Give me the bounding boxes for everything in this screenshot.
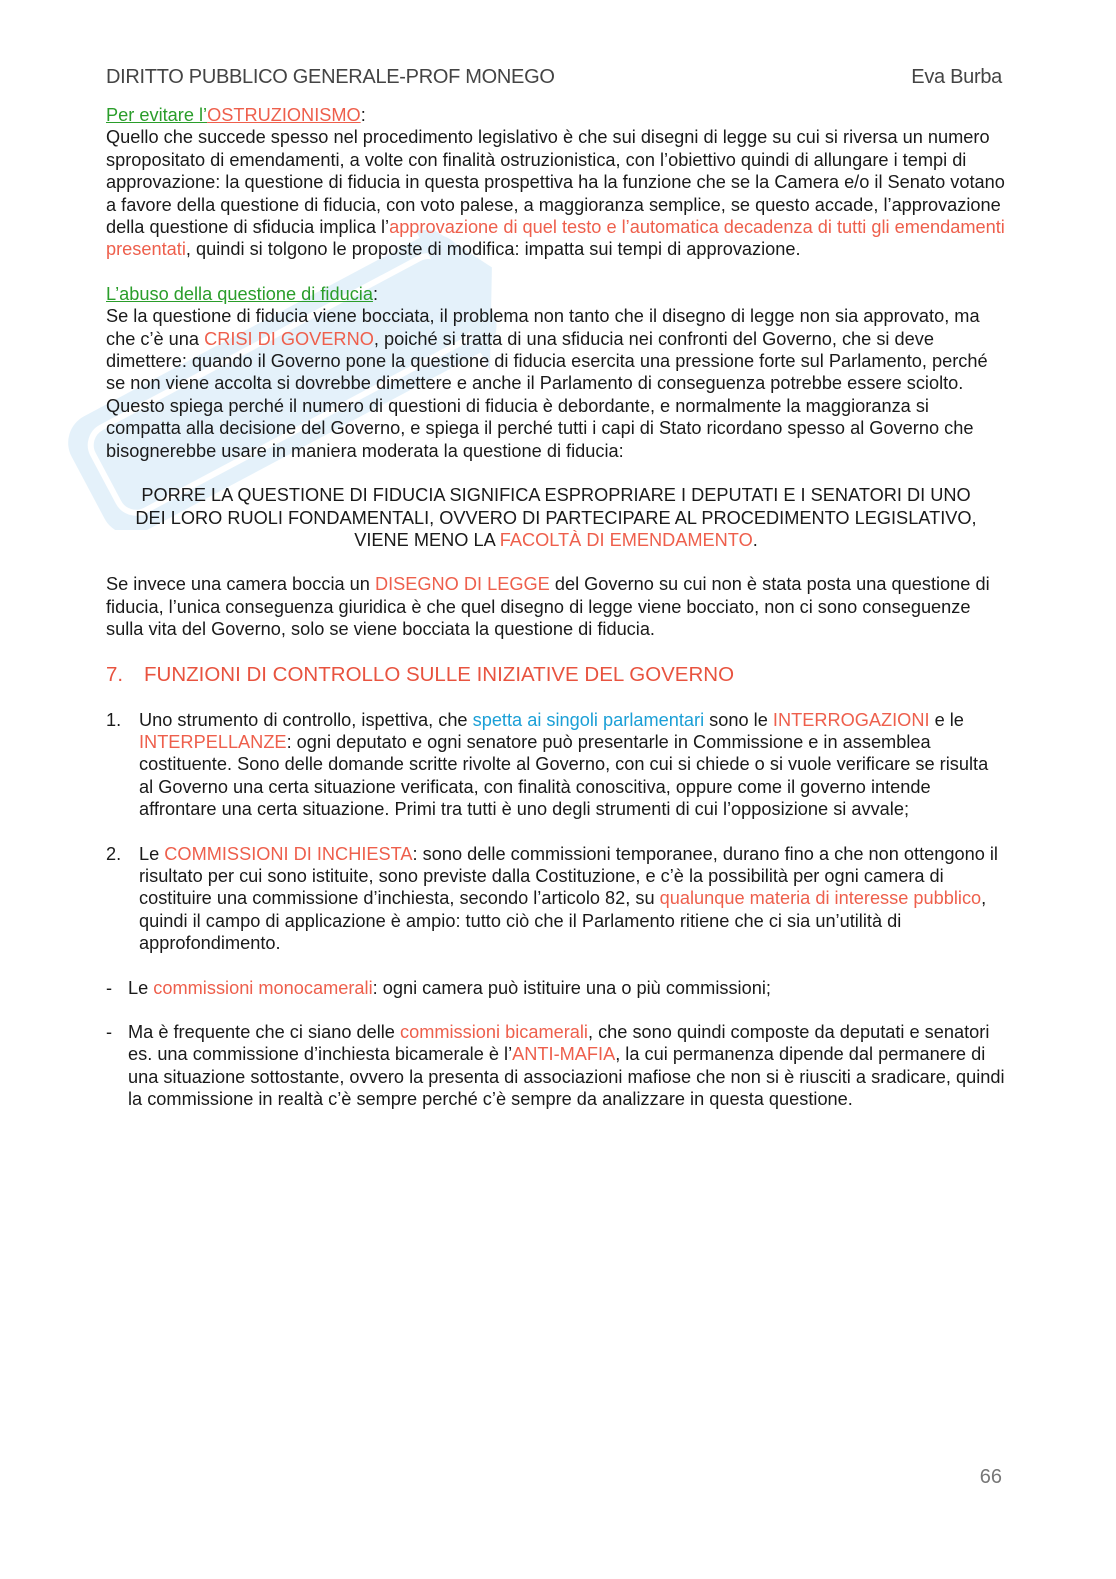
body-text: e le [929,709,964,730]
subhead-part: Per evitare l’ [106,105,208,125]
section-heading-7 [106,663,1006,687]
highlight-text: ANTI-MAFIA [512,1044,616,1065]
highlight-text: commissioni bicamerali [399,1022,588,1042]
body-text: : ogni camera può istituire una o più commissioni; [372,977,771,998]
page-number: 66 [979,1466,1002,1488]
header-author: Eva Burba [911,66,1002,88]
body-text: sono le [704,709,773,730]
dash-item-bicamerali [106,1021,1006,1111]
highlight-text: DISEGNO DI LEGGE [374,574,550,595]
quote-text: PORRE LA QUESTIONE DI FIDUCIA SIGNIFICA ESPROPRIARE I DEPUTATI E I SENATORI DI UNO DEI LORO RUOLI FONDAMENTALI, OVVERO DI PARTECIPARE AL PROCEDIMENTO LEGISLATIVO, VIENE MENO LA [135,485,977,550]
subhead-part: L’abuso della questione di fiducia [106,283,373,304]
highlight-text: COMMISSIONI DI INCHIESTA [164,843,413,864]
highlight-text: INTERROGAZIONI [772,709,930,730]
dash-item-text [128,977,1006,999]
body-text: Se la questione di fiducia viene bocciata, il problema non tanto che il disegno di legge non sia approvato, ma che c’è una [106,306,980,349]
body-text: Uno strumento di controllo, ispettiva, che [139,709,473,730]
quote-block [106,484,1006,551]
body-text: del Governo su cui non è stata posta una questione di fiducia, l’unica conseguenza giuridica è che quel disegno di legge viene bocciato, non ci sono conseguenze sulla vita del Governo, solo se viene bocciata la questione di fiducia. [106,574,990,640]
list-item-2 [106,843,1006,955]
list-item-1 [106,709,1006,821]
highlight-text: INTERPELLANZE [139,731,287,752]
page-content [106,104,1006,1111]
highlight-text: FACOLTÀ DI EMENDAMENTO [499,529,753,550]
highlight-text: approvazione di quel testo e l’automatica decadenza di tutti gli emendamenti presentati [106,217,1005,260]
body-text: : sono delle commissioni temporanee, durano fino a che non ottengono il risultato per cui sono istituite, sono previste dalla Costituzione, e c’è la possibilità per ogni camera di costituire una commissione d’inchiesta, secondo l’articolo 82, su [139,843,998,909]
body-text: , quindi si tolgono le proposte di modifica: impatta sui tempi di approvazione. [185,239,801,260]
subhead-colon: : [360,105,366,125]
body-text: Ma è frequente che ci siano delle [128,1022,400,1042]
page-header [106,66,1002,89]
body-text: Quello che succede spesso nel procedimento legislativo è che sui disegni di legge su cui si riversa un numero spropositato di emendamenti, a volte con finalità ostruzionistica, con l’obiettivo quindi di allungare i tempi di approvazione: la questione di fiducia in questa prospettiva ha la funzione che se la Camera e/o il Senato votano a favore della questione di fiducia, con voto palese, a maggioranza semplice, se questo accade, l’approvazione della questione di sfiducia implica l’ [106,127,1005,238]
highlight-text: CRISI DI GOVERNO [204,328,374,349]
header-course-title: DIRITTO PUBBLICO GENERALE-PROF MONEGO [106,66,555,88]
dash-item-monocamerali [106,977,1006,999]
heading-text: FUNZIONI DI CONTROLLO SULLE INIZIATIVE DEL GOVERNO [144,662,735,686]
highlight-text-blue: spetta ai singoli parlamentari [472,709,705,730]
dash-bullet: - [106,977,113,998]
body-text: Le [128,977,154,998]
body-text: Le [139,843,165,864]
body-text: : ogni deputato e ogni senatore può presentarle in Commissione e in assemblea costituente. Sono delle domande scritte rivolte al Governo, con cui si chiede o si vuole verificare se risulta al Governo una certa situazione verificata, con finalità conoscitiva, oppure come il governo intende affrontare una certa situazione. Primi tra tutti è uno degli strumenti di cui l’opposizione si avvale; [139,731,989,820]
highlight-text: commissioni monocamerali [153,977,373,998]
quote-text: . [752,529,758,550]
dash-bullet: - [106,1022,113,1042]
list-item-text [139,843,1006,955]
subhead-keyword: OSTRUZIONISMO [207,105,361,125]
body-text: , poiché si tratta di una sfiducia nei confronti del Governo, che si deve dimettere: quando il Governo pone la questione di fiducia esercita una pressione forte sul Parlamento, perché se non viene accolta si dovrebbe dimettere e anche il Parlamento di conseguenza potrebbe essere sciolto. Questo spiega perché il numero di questioni di fiducia è debordante, e normalmente la maggioranza si compatta alla decisione del Governo, e spiega il perché tutti i capi di Stato ricordano spesso al Governo che bisognerebbe usare in maniera moderata la questione di fiducia: [106,328,988,461]
list-number: 2. [106,843,122,864]
section-abuso-body [106,305,1006,462]
section-ostruzionismo-body [106,126,1006,260]
section-ostruzionismo-title [106,104,1006,126]
body-text: , che sono quindi composte da deputati e senatori es. una commissione d’inchiesta bicamerale è l’ [128,1022,990,1065]
body-text: Se invece una camera boccia un [106,574,375,595]
section-disegno-body [106,573,1006,640]
highlight-text: qualunque materia di interesse pubblico [659,888,982,909]
list-item-text [139,709,1006,821]
dash-item-text [128,1021,1006,1111]
heading-number: 7. [106,662,124,686]
body-text: , quindi il campo di applicazione è ampio: tutto ciò che il Parlamento ritiene che ci sia un’utilità di approfondimento. [139,888,987,954]
subhead-colon: : [372,283,379,304]
body-text: , la cui permanenza dipende dal permanere di una situazione sottostante, ovvero la presenta di associazioni mafiose che non si è riusciti a sradicare, quindi la commissione in realtà c’è sempre perché c’è sempre da analizzare in questa questione. [128,1044,1005,1110]
list-number: 1. [106,709,122,730]
section-abuso-title [106,283,1006,305]
